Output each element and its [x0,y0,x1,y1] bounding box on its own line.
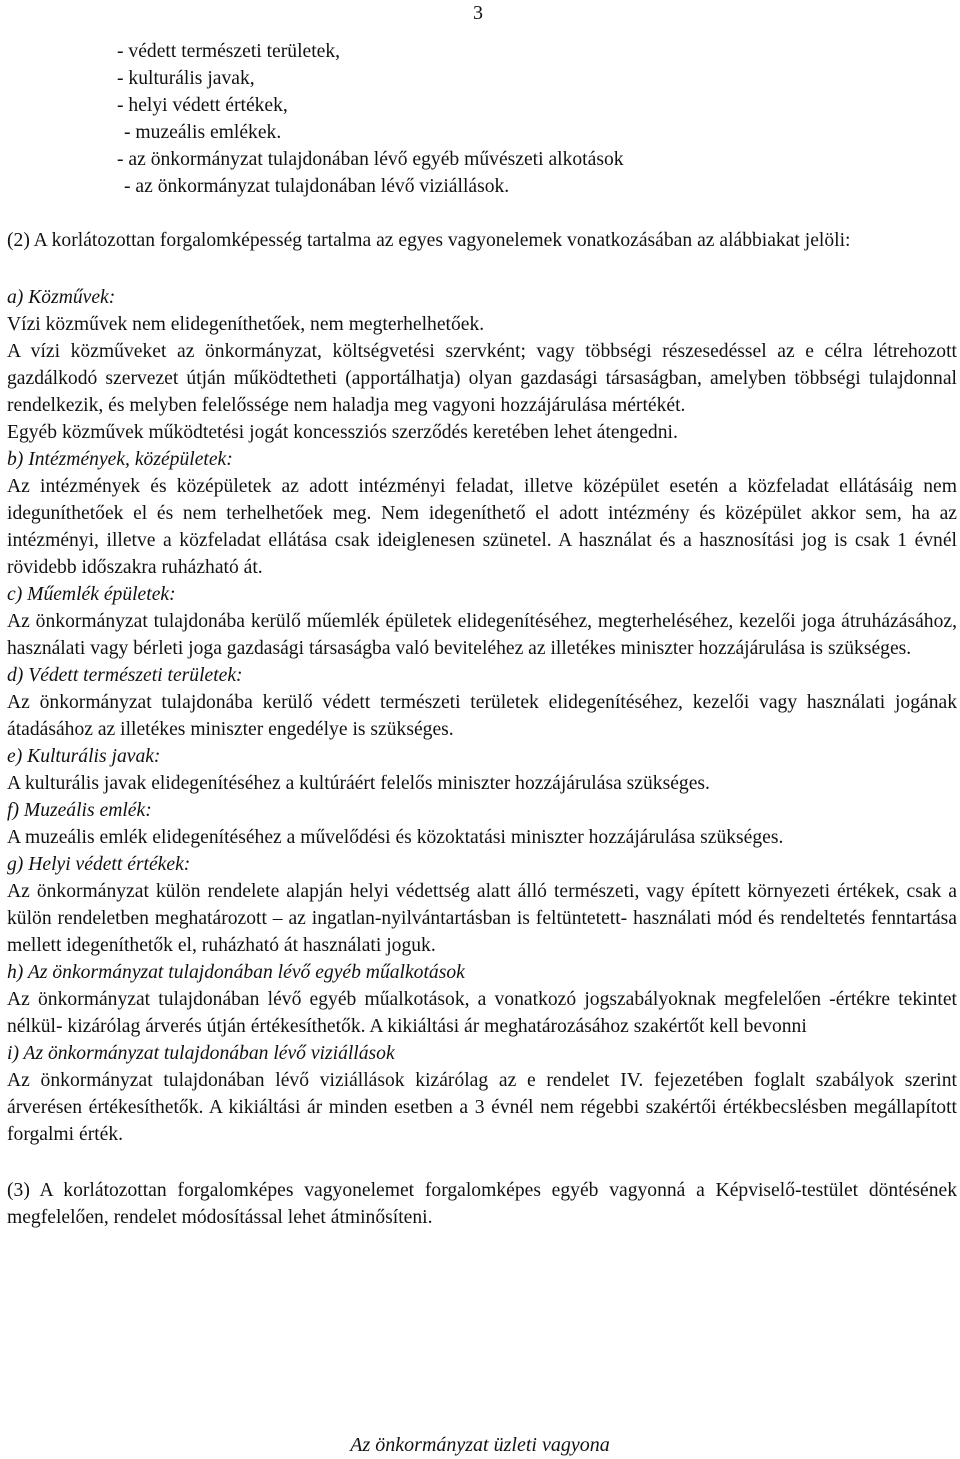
paragraph-3: (3) A korlátozottan forgalomképes vagyonelemet forgalomképes egyéb vagyonná a Képviselő-testület döntésének megfelelően, rendelet módosítással lehet átminősíteni. [7,1180,957,1228]
section-heading-f: f) Muzeális emlék: [7,800,152,821]
section-paragraph: Vízi közművek nem elidegeníthetőek, nem megterhelhetőek. [7,314,485,335]
section-paragraph: A vízi közműveket az önkormányzat, költségvetési szervként; vagy többségi részesedéssel az e célra létrehozott gazdálkodó szervezet útján működtetheti (apportálhatja) olyan gazdasági társaságban, amelyben többségi tulajdonnal rendelkezik, és melyben felelőssége nem haladja meg vagyoni hozzájárulása mértékét. [7,341,957,416]
section-paragraph: Az önkormányzat tulajdonában lévő viziállások kizárólag az e rendelet IV. fejezetében foglalt szabályok szerint árverésen értékesíthetők. A kikiáltási ár minden esetben a 3 évnél nem régebbi szakértői értékbecslésben megállapított forgalmi érték. [7,1070,957,1145]
paragraph-2: (2) A korlátozottan forgalomképesség tartalma az egyes vagyonelemek vonatkozásában az alábbiakat jelöli: [7,230,851,251]
list-item: - kulturális javak, [117,68,255,89]
list-item: - védett természeti területek, [117,41,341,62]
section-paragraph: Egyéb közművek működtetési jogát koncessziós szerződés keretében lehet átengedni. [7,422,678,443]
section-paragraph: Az önkormányzat tulajdonában lévő egyéb műalkotások, a vonatkozó jogszabályoknak megfelelően -értékre tekintet nélkül- kizárólag árverés útján értékesíthetők. A kikiáltási ár meghatározásához szakértőt kell bevonni [7,989,957,1037]
section-footer-title: Az önkormányzat üzleti vagyona [350,1434,610,1456]
list-item: - helyi védett értékek, [117,95,288,116]
list-item: - az önkormányzat tulajdonában lévő viziállások. [124,176,510,197]
section-paragraph: Az önkormányzat tulajdonába kerülő műemlék épületek elidegenítéséhez, megterheléséhez, kezelői joga átruházásához, használati vagy bérleti joga gazdasági társaságba való beviteléhez az illetékes miniszter hozzájárulása is szükséges. [7,611,957,659]
section-paragraph: A kulturális javak elidegenítéséhez a kultúráért felelős miniszter hozzájárulása szükséges. [7,773,710,794]
section-paragraph: Az intézmények és középületek az adott intézményi feladat, illetve középület esetén a közfeladat ellátásáig nem ideguníthetőek el és nem terhelhetőek meg. Nem idegeníthető el adott intézmény és középület akkor sem, ha az intézményi, illetve a közfeladat ellátása csak ideiglenesen szünetel. A használat és a hasznosítási jog is csak 1 évnél rövidebb időszakra ruházható át. [7,476,957,578]
section-heading-b: b) Intézmények, középületek: [7,449,233,470]
list-item: - az önkormányzat tulajdonában lévő egyéb művészeti alkotások [117,149,624,170]
document-body [7,38,957,1231]
section-heading-g: g) Helyi védett értékek: [7,854,191,875]
page-number: 3 [473,2,483,24]
section-paragraph: Az önkormányzat külön rendelete alapján helyi védettség alatt álló természeti, vagy épített környezeti értékek, csak a külön rendeletben meghatározott – az ingatlan-nyilvántartásban is feltüntetett- használati mód és rendeltetés fenntartása mellett idegeníthetők el, ruházható át használati joguk. [7,881,957,956]
section-paragraph: A muzeális emlék elidegenítéséhez a művelődési és közoktatási miniszter hozzájárulása szükséges. [7,827,784,848]
section-heading-i: i) Az önkormányzat tulajdonában lévő viziállások [7,1043,395,1064]
section-paragraph: Az önkormányzat tulajdonába kerülő védett természeti területek elidegenítéséhez, kezelői vagy használati jogának átadásához az illetékes miniszter engedélye is szükséges. [7,692,957,740]
list-item: - muzeális emlékek. [124,122,282,143]
section-heading-h: h) Az önkormányzat tulajdonában lévő egyéb műalkotások [7,962,465,983]
section-heading-e: e) Kulturális javak: [7,746,161,767]
top-list [117,38,957,200]
section-heading-a: a) Közművek: [7,287,116,308]
section-heading-c: c) Műemlék épületek: [7,584,176,605]
section-heading-d: d) Védett természeti területek: [7,665,243,686]
